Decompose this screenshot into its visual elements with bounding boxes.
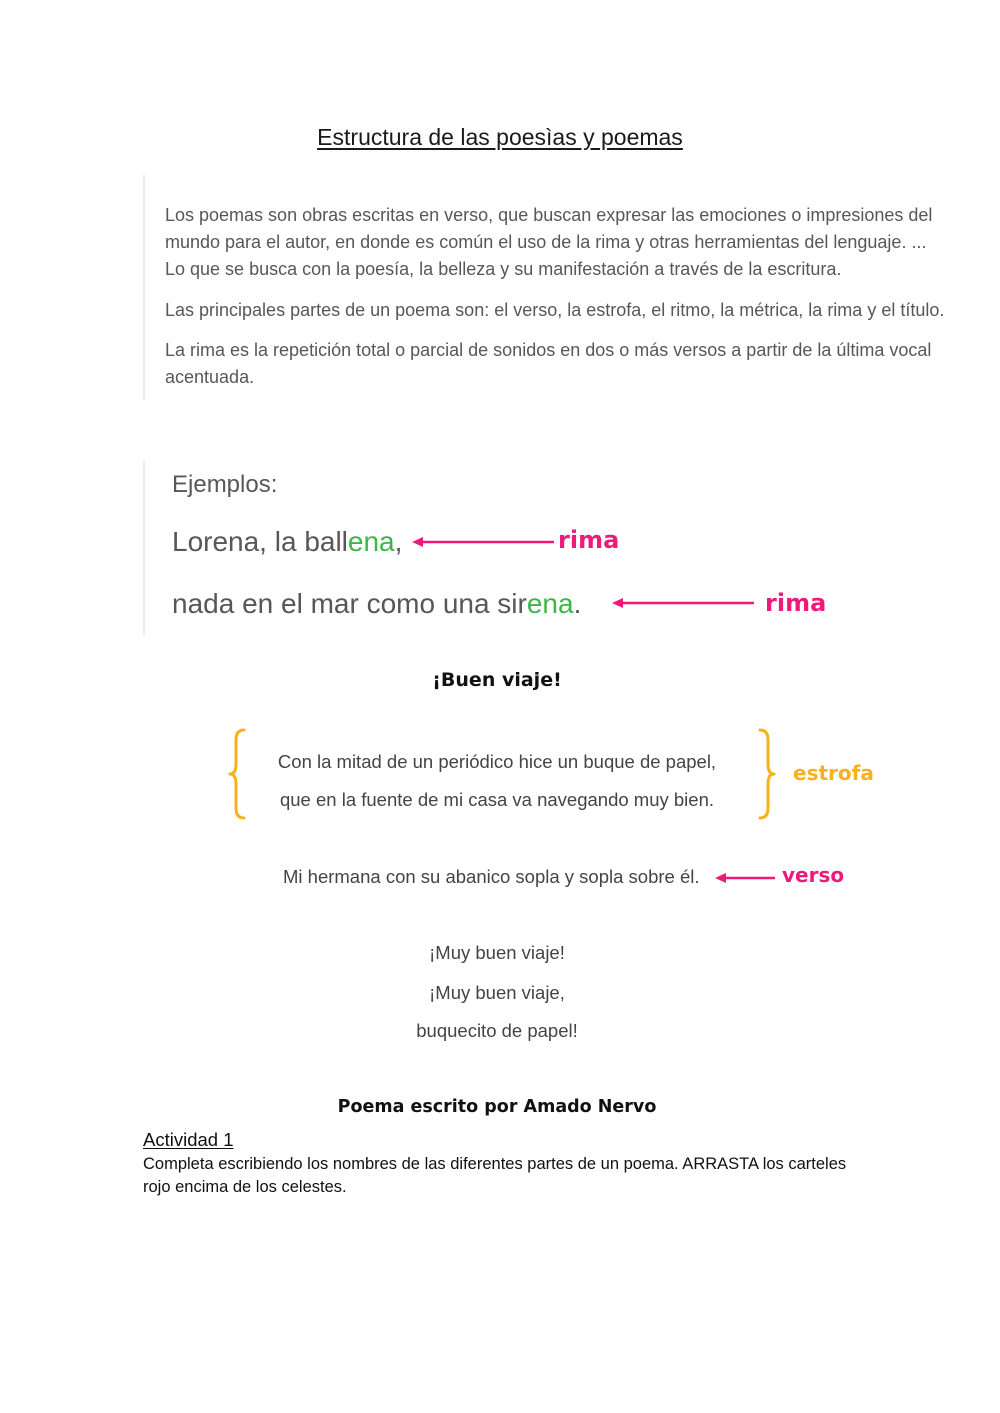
intro-paragraph-2: [165, 297, 944, 324]
example-line-1-punctuation: ,: [394, 526, 403, 557]
closing-line-2: ¡Muy buen viaje,: [429, 982, 565, 1003]
example-line-2: [172, 587, 581, 621]
intro-paragraph-3-line: acentuada.: [165, 367, 255, 387]
stanza-line-2: que en la fuente de mi casa va navegando muy bien.: [279, 789, 715, 810]
closing-line-3: buquecito de papel!: [416, 1020, 578, 1041]
page-title: Estructura de las poesìas y poemas: [317, 124, 683, 150]
intro-paragraph-1: [165, 202, 932, 283]
estrofa-label: estrofa: [793, 761, 874, 785]
example-line-1-rhyme: ena: [347, 526, 395, 557]
verso-label: verso: [782, 863, 845, 887]
example-line-2-text: nada en el mar como una sir: [172, 588, 527, 619]
example-line-2-rhyme: ena: [526, 588, 574, 619]
intro-paragraph-1-line: Los poemas son obras escritas en verso, que buscan expresar las emociones o impresiones del: [165, 205, 933, 225]
arrow-left-icon: [715, 870, 777, 886]
intro-paragraph-3-line: La rima es la repetición total o parcial de sonidos en dos o más versos a partir de la última vocal: [165, 340, 932, 360]
closing-line-1: ¡Muy buen viaje!: [429, 942, 565, 963]
poem-title: ¡Buen viaje!: [432, 669, 562, 691]
verse-line: Mi hermana con su abanico sopla y sopla sobre él.: [283, 866, 700, 887]
examples-heading: Ejemplos:: [172, 471, 278, 498]
example-line-1: [172, 525, 402, 559]
right-curly-brace-icon: [756, 728, 776, 820]
intro-paragraph-1-line: Lo que se busca con la poesía, la belleza y su manifestación a través de la escritura.: [165, 259, 842, 279]
example-line-2-punctuation: .: [573, 588, 582, 619]
intro-paragraph-1-line: mundo para el autor, en donde es común el uso de la rima y otras herramientas del lenguaje. ...: [165, 232, 927, 252]
arrow-left-icon: [612, 595, 757, 611]
intro-image-edge: [143, 175, 145, 400]
stanza-line-1: Con la mitad de un periódico hice un buque de papel,: [277, 751, 717, 772]
poem-author: Poema escrito por Amado Nervo: [337, 1097, 657, 1117]
activity-instructions-line-1: Completa escribiendo los nombres de las diferentes partes de un poema. ARRASTA los carteles: [143, 1155, 847, 1173]
intro-paragraph-3: [165, 337, 931, 391]
activity-title: Actividad 1: [143, 1129, 234, 1150]
activity-instructions-line-2: rojo encima de los celestes.: [143, 1178, 347, 1196]
left-curly-brace-icon: [228, 728, 248, 820]
rima-label-1: rima: [558, 526, 620, 554]
arrow-left-icon: [412, 534, 557, 550]
rima-label-2: rima: [765, 589, 827, 617]
examples-image-edge: [143, 460, 145, 636]
intro-paragraph-2-line: Las principales partes de un poema son: el verso, la estrofa, el ritmo, la métrica, la rima y el título.: [165, 300, 945, 320]
example-line-1-text: Lorena, la ball: [172, 526, 348, 557]
